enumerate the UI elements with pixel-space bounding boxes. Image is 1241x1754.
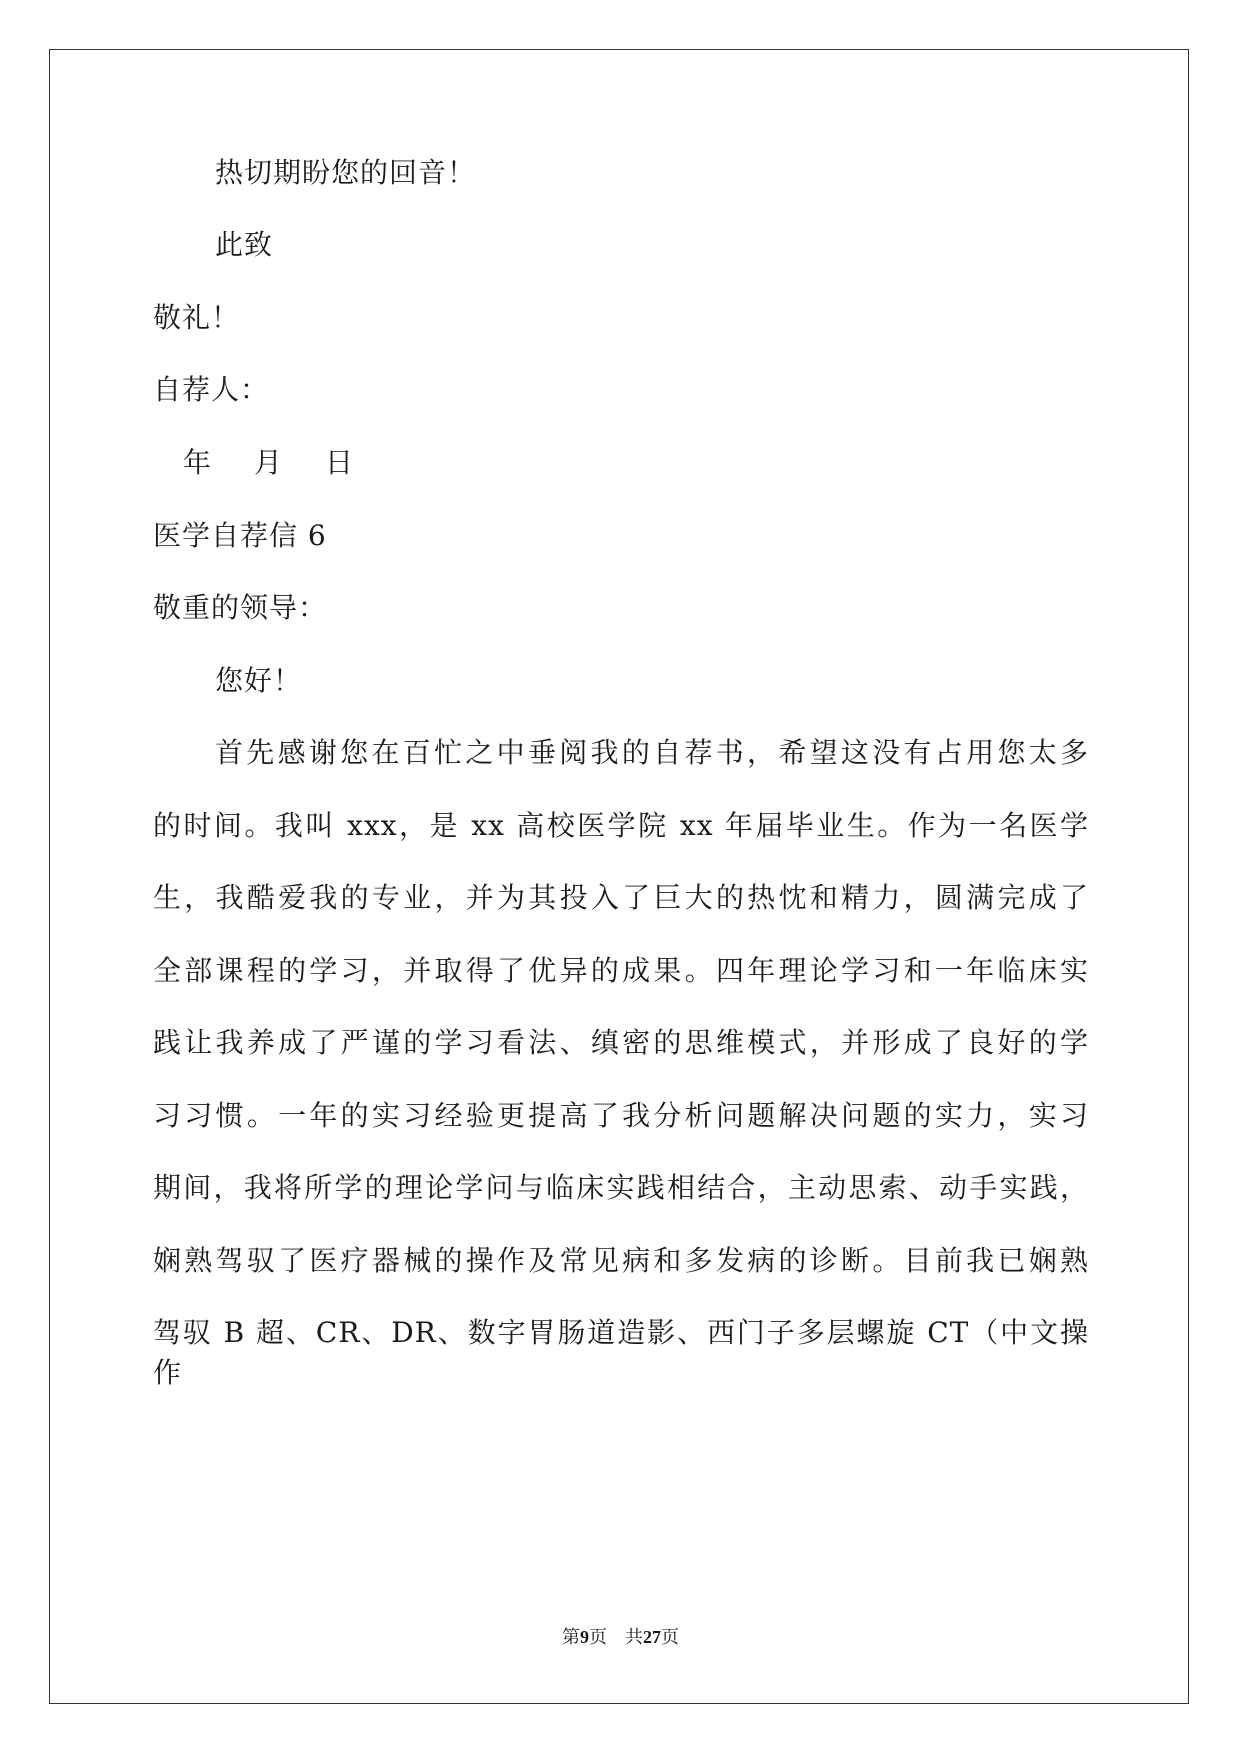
signer-label: 自荐人： <box>153 373 270 406</box>
page-suffix: 页 <box>589 1627 607 1648</box>
date-day: 日 <box>325 446 355 479</box>
body-line: 生，我酷爱我的专业，并为其投入了巨大的热忱和精力，圆满完成了 <box>153 881 1089 914</box>
body-line: 全部课程的学习，并取得了优异的成果。四年理论学习和一年临床实 <box>153 954 1089 987</box>
section-title: 医学自荐信 6 <box>153 519 327 552</box>
total-suffix: 页 <box>661 1627 679 1648</box>
closing-hope-line: 热切期盼您的回音！ <box>215 156 477 189</box>
page-current: 9 <box>580 1627 589 1647</box>
regards-line: 敬礼！ <box>153 301 241 334</box>
body-line: 首先感谢您在百忙之中垂阅我的自荐书，希望这没有占用您太多 <box>215 736 1089 769</box>
date-line <box>153 443 354 483</box>
body-line: 践让我养成了严谨的学习看法、缜密的思维模式，并形成了良好的学 <box>153 1026 1089 1059</box>
date-month: 月 <box>254 446 284 479</box>
greeting-recipient: 敬重的领导： <box>153 591 328 624</box>
body-line: 娴熟驾驭了医疗器械的操作及常见病和多发病的诊断。目前我已娴熟 <box>153 1244 1089 1277</box>
page-total: 27 <box>643 1627 661 1647</box>
body-line: 习习惯。一年的实习经验更提高了我分析问题解决问题的实力，实习 <box>153 1099 1089 1132</box>
body-line: 的时间。我叫 xxx，是 xx 高校医学院 xx 年届毕业生。作为一名医学 <box>153 809 1089 842</box>
date-year: 年 <box>183 446 213 479</box>
total-prefix: 共 <box>625 1627 643 1648</box>
page-prefix: 第 <box>562 1627 580 1648</box>
page-footer <box>0 1625 1241 1650</box>
salutation-line: 此致 <box>215 228 274 261</box>
body-line: 驾驭 B 超、CR、DR、数字胃肠道造影、西门子多层螺旋 CT（中文操作 <box>153 1316 1089 1389</box>
body-line: 期间，我将所学的理论学问与临床实践相结合，主动思索、动手实践， <box>153 1171 1089 1204</box>
greeting-hello: 您好！ <box>215 664 303 697</box>
